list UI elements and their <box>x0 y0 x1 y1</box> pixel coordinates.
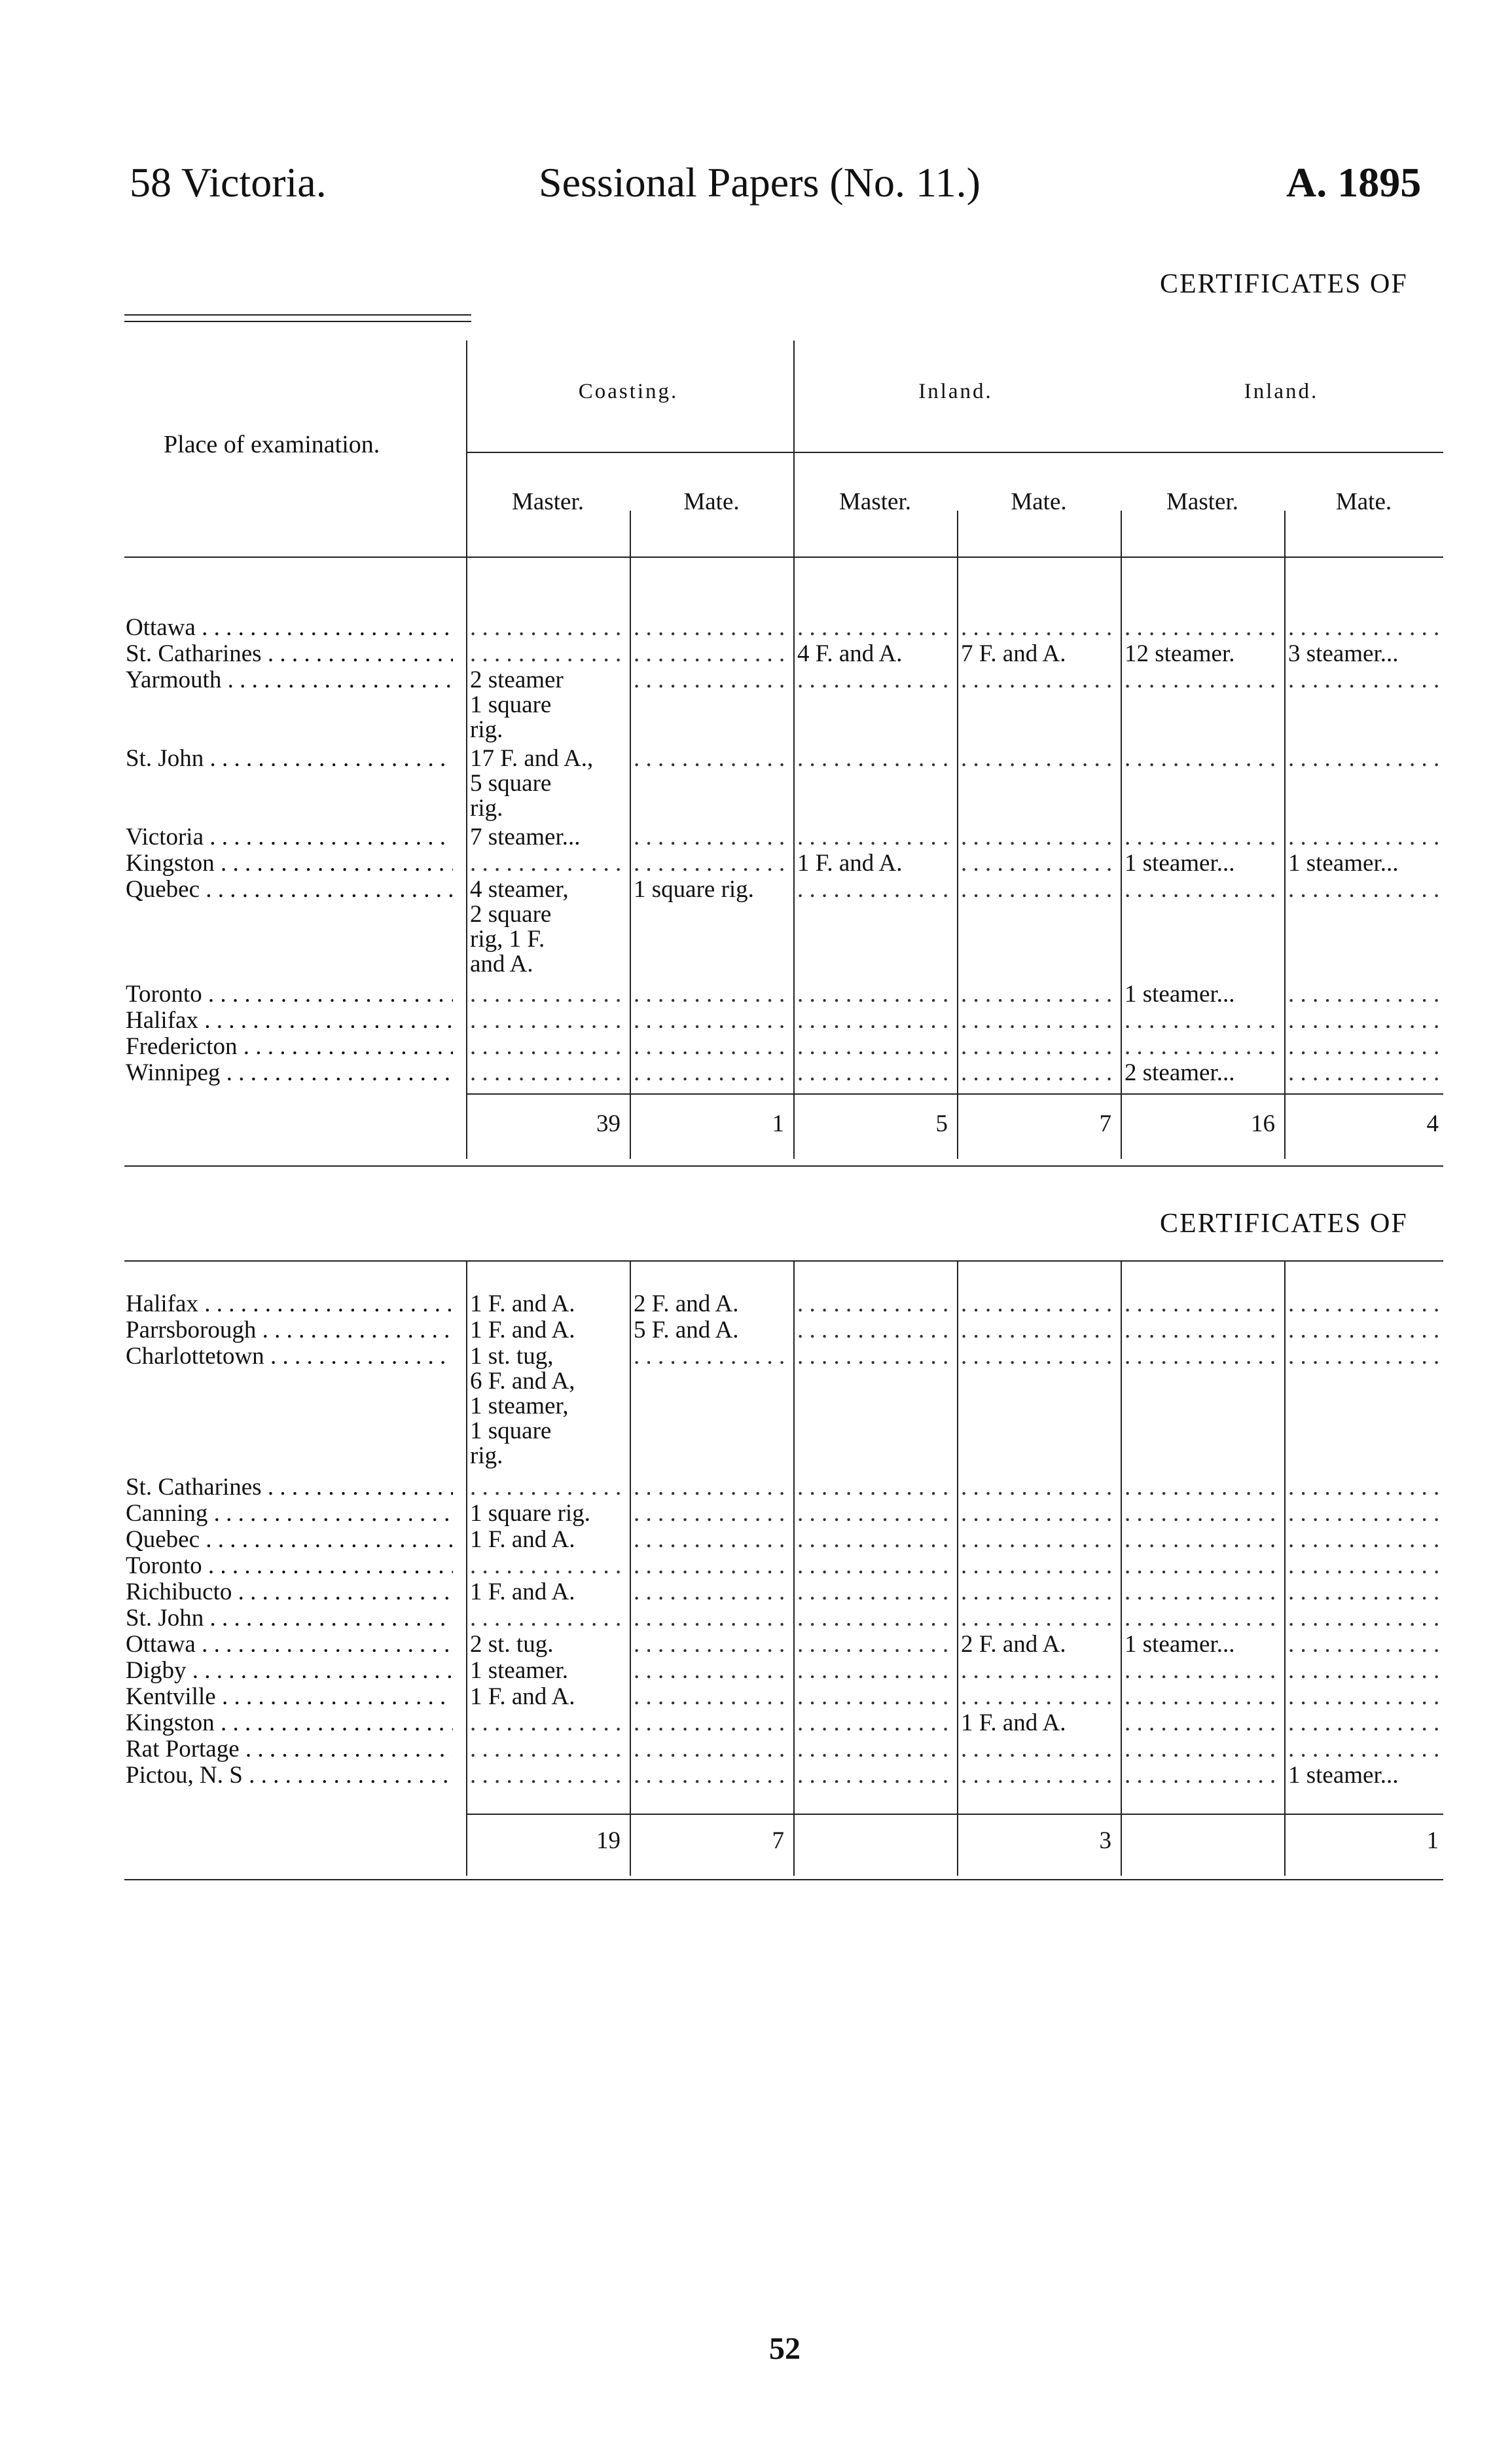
place-name <box>126 982 453 1007</box>
empty-cell-leader <box>1125 1580 1279 1605</box>
empty-cell-leader <box>634 615 788 640</box>
empty-cell-leader <box>961 1580 1115 1605</box>
empty-cell-leader <box>634 1737 788 1762</box>
empty-cell-leader <box>1288 1711 1443 1736</box>
empty-cell-leader <box>961 825 1115 850</box>
place-name <box>126 1658 453 1683</box>
subhead-master-3: Master. <box>1166 488 1238 515</box>
cell-c1: 1 steamer. <box>470 1657 569 1684</box>
empty-cell-leader <box>961 851 1115 876</box>
column-rule <box>1121 511 1122 1159</box>
place-name <box>126 668 453 693</box>
empty-cell-leader <box>1288 1061 1443 1086</box>
place-name <box>126 1580 453 1605</box>
empty-cell-leader <box>961 1061 1115 1086</box>
cell-c6: 1 steamer... <box>1288 1762 1399 1789</box>
empty-cell-leader <box>634 1034 788 1059</box>
empty-cell-leader <box>797 1763 952 1788</box>
empty-cell-leader <box>961 668 1115 693</box>
empty-cell-leader <box>470 1034 624 1059</box>
place-label: Parrsborough <box>126 1318 257 1343</box>
place-name <box>126 825 453 850</box>
cell-c5: 1 steamer... <box>1125 981 1235 1008</box>
empty-cell-leader <box>470 1061 624 1086</box>
cell-c3: 4 F. and A. <box>797 640 903 667</box>
place-label: Toronto <box>126 1554 202 1579</box>
empty-cell-leader <box>797 1580 952 1605</box>
empty-cell-leader <box>1288 1008 1443 1033</box>
empty-cell-leader <box>797 1501 952 1526</box>
place-name <box>126 1763 453 1788</box>
empty-cell-leader <box>470 1737 624 1762</box>
column-rule <box>630 511 631 1159</box>
empty-cell-leader <box>797 1061 952 1086</box>
place-name <box>126 1737 453 1762</box>
column-rule <box>466 1260 467 1876</box>
empty-cell-leader <box>1125 1344 1279 1369</box>
empty-cell-leader <box>797 825 952 850</box>
empty-cell-leader <box>1288 1632 1443 1657</box>
empty-cell-leader <box>797 1344 952 1369</box>
place-name <box>126 1501 453 1526</box>
place-label: Richibucto <box>126 1580 232 1605</box>
empty-cell-leader <box>797 1475 952 1500</box>
empty-cell-leader <box>1288 615 1443 640</box>
place-label: Quebec <box>126 877 200 902</box>
place-label: St. John <box>126 1606 204 1631</box>
empty-cell-leader <box>470 982 624 1007</box>
place-label: Halifax <box>126 1008 198 1033</box>
empty-cell-leader <box>634 1606 788 1631</box>
place-label: Winnipeg <box>126 1061 221 1086</box>
empty-cell-leader <box>1125 1554 1279 1579</box>
empty-cell-leader <box>961 1318 1115 1343</box>
cell-c5: 1 steamer... <box>1125 850 1235 877</box>
empty-cell-leader <box>797 1685 952 1709</box>
cell-c4: 2 F. and A. <box>961 1631 1066 1658</box>
column-rule <box>793 1260 795 1876</box>
empty-cell-leader <box>470 1711 624 1736</box>
empty-cell-leader <box>1288 746 1443 771</box>
empty-cell-leader <box>634 642 788 666</box>
place-label: Rat Portage <box>126 1737 240 1762</box>
cell-c1: 1 F. and A. <box>470 1317 575 1343</box>
empty-cell-leader <box>1125 615 1279 640</box>
place-name <box>126 1711 453 1736</box>
empty-cell-leader <box>1125 1034 1279 1059</box>
empty-cell-leader <box>634 746 788 771</box>
empty-cell-leader <box>1125 1527 1279 1552</box>
column-rule <box>466 340 467 1159</box>
empty-cell-leader <box>1288 1606 1443 1631</box>
empty-cell-leader <box>797 668 952 693</box>
empty-cell-leader <box>634 1580 788 1605</box>
empty-cell-leader <box>797 877 952 902</box>
header-right: A. 1895 <box>1286 159 1422 206</box>
place-name <box>126 1606 453 1631</box>
place-label: Ottawa <box>126 1632 196 1657</box>
empty-cell-leader <box>961 1034 1115 1059</box>
empty-cell-leader <box>1125 668 1279 693</box>
column-total: 3 <box>1099 1827 1111 1854</box>
cell-c6: 1 steamer... <box>1288 850 1399 877</box>
subhead-mate-3: Mate. <box>1335 488 1392 515</box>
empty-cell-leader <box>1288 1475 1443 1500</box>
certificates-table-2 <box>124 1260 1443 1902</box>
empty-cell-leader <box>1288 877 1443 902</box>
empty-cell-leader <box>961 1554 1115 1579</box>
place-label: Halifax <box>126 1292 198 1317</box>
empty-cell-leader <box>634 1685 788 1709</box>
empty-cell-leader <box>797 982 952 1007</box>
cell-c1: 4 steamer, 2 square rig, 1 F. and A. <box>470 876 569 977</box>
place-name <box>126 1632 453 1657</box>
empty-cell-leader <box>961 615 1115 640</box>
column-rule <box>630 1260 631 1876</box>
empty-cell-leader <box>961 1344 1115 1369</box>
place-label: Ottawa <box>126 615 196 640</box>
place-label: Digby <box>126 1658 187 1683</box>
place-label: St. Catharines <box>126 642 262 666</box>
subhead-mate-1: Mate. <box>683 488 740 515</box>
empty-cell-leader <box>634 1763 788 1788</box>
place-label: St. Catharines <box>126 1475 262 1500</box>
empty-cell-leader <box>961 1763 1115 1788</box>
empty-cell-leader <box>961 1658 1115 1683</box>
empty-cell-leader <box>797 1527 952 1552</box>
column-rule <box>1121 1260 1122 1876</box>
empty-cell-leader <box>797 1658 952 1683</box>
empty-cell-leader <box>961 1527 1115 1552</box>
cell-c1: 2 steamer 1 square rig. <box>470 666 564 743</box>
empty-cell-leader <box>634 1554 788 1579</box>
column-total: 39 <box>596 1110 621 1137</box>
cell-c1: 7 steamer... <box>470 824 581 850</box>
cell-c2: 1 square rig. <box>634 876 754 903</box>
empty-cell-leader <box>470 1475 624 1500</box>
empty-cell-leader <box>634 1658 788 1683</box>
place-label: Pictou, N. S <box>126 1763 243 1788</box>
place-label: Victoria <box>126 825 204 850</box>
empty-cell-leader <box>1125 1737 1279 1762</box>
subhead-mate-2: Mate. <box>1011 488 1067 515</box>
column-rule <box>957 511 958 1159</box>
empty-cell-leader <box>1125 877 1279 902</box>
place-name <box>126 1318 453 1343</box>
place-label: Kentville <box>126 1685 216 1709</box>
cell-c1: 1 st. tug, 6 F. and A, 1 steamer, 1 square rig. <box>470 1343 575 1469</box>
column-rule <box>1284 1260 1286 1876</box>
subhead-master-2: Master. <box>839 488 911 515</box>
section2-title: CERTIFICATES OF <box>1160 1209 1408 1239</box>
place-name <box>126 1008 453 1033</box>
empty-cell-leader <box>797 1318 952 1343</box>
empty-cell-leader <box>634 982 788 1007</box>
place-label: Toronto <box>126 982 202 1007</box>
column-total: 19 <box>596 1827 621 1854</box>
empty-cell-leader <box>1125 1763 1279 1788</box>
empty-cell-leader <box>961 1606 1115 1631</box>
page-number: 52 <box>769 2331 801 2366</box>
empty-cell-leader <box>961 1685 1115 1709</box>
empty-cell-leader <box>1288 1318 1443 1343</box>
header-center: Sessional Papers (No. 11.) <box>539 159 981 206</box>
empty-cell-leader <box>797 615 952 640</box>
empty-cell-leader <box>797 1711 952 1736</box>
empty-cell-leader <box>470 642 624 666</box>
column-total: 7 <box>1099 1110 1111 1137</box>
empty-cell-leader <box>797 1632 952 1657</box>
empty-cell-leader <box>1288 1292 1443 1317</box>
empty-cell-leader <box>961 1737 1115 1762</box>
empty-cell-leader <box>1125 1292 1279 1317</box>
empty-cell-leader <box>1288 1501 1443 1526</box>
empty-cell-leader <box>470 615 624 640</box>
certificates-table-1 <box>124 314 1443 1172</box>
place-label: Fredericton <box>126 1034 238 1059</box>
place-label: Quebec <box>126 1527 200 1552</box>
empty-cell-leader <box>797 1606 952 1631</box>
place-name <box>126 1554 453 1579</box>
column-rule <box>1284 511 1286 1159</box>
empty-cell-leader <box>1288 1034 1443 1059</box>
cell-c1: 2 st. tug. <box>470 1631 554 1658</box>
group-inland-2: Inland. <box>1244 380 1319 403</box>
place-label: Kingston <box>126 1711 215 1736</box>
empty-cell-leader <box>961 1475 1115 1500</box>
empty-cell-leader <box>1288 982 1443 1007</box>
cell-c5: 12 steamer. <box>1125 640 1235 667</box>
empty-cell-leader <box>470 1606 624 1631</box>
empty-cell-leader <box>1125 1606 1279 1631</box>
empty-cell-leader <box>961 1292 1115 1317</box>
cell-c1: 1 F. and A. <box>470 1579 575 1605</box>
place-name <box>126 1475 453 1500</box>
place-label: Kingston <box>126 851 215 876</box>
cell-c1: 17 F. and A., 5 square rig. <box>470 745 594 822</box>
empty-cell-leader <box>470 851 624 876</box>
empty-cell-leader <box>634 1527 788 1552</box>
cell-c3: 1 F. and A. <box>797 850 903 877</box>
empty-cell-leader <box>1125 1501 1279 1526</box>
place-name <box>126 1061 453 1086</box>
empty-cell-leader <box>1288 1527 1443 1552</box>
place-name <box>126 642 453 666</box>
empty-cell-leader <box>634 668 788 693</box>
column-total: 1 <box>1426 1827 1439 1854</box>
place-name <box>126 1527 453 1552</box>
empty-cell-leader <box>961 1501 1115 1526</box>
cell-c4: 7 F. and A. <box>961 640 1066 667</box>
place-name <box>126 1292 453 1317</box>
cell-c2: 2 F. and A. <box>634 1290 739 1317</box>
place-name <box>126 1685 453 1709</box>
cell-c5: 2 steamer... <box>1125 1059 1235 1086</box>
empty-cell-leader <box>797 1737 952 1762</box>
place-label: St. John <box>126 746 204 771</box>
empty-cell-leader <box>634 1711 788 1736</box>
section1-title: CERTIFICATES OF <box>1160 269 1408 299</box>
empty-cell-leader <box>1288 1344 1443 1369</box>
empty-cell-leader <box>634 825 788 850</box>
place-name <box>126 1344 453 1369</box>
empty-cell-leader <box>634 1632 788 1657</box>
place-name <box>126 1034 453 1059</box>
empty-cell-leader <box>797 1034 952 1059</box>
column-total: 16 <box>1251 1110 1275 1137</box>
empty-cell-leader <box>1125 1685 1279 1709</box>
empty-cell-leader <box>961 982 1115 1007</box>
empty-cell-leader <box>470 1008 624 1033</box>
empty-cell-leader <box>1288 1685 1443 1709</box>
group-coasting: Coasting. <box>578 380 679 403</box>
empty-cell-leader <box>634 851 788 876</box>
empty-cell-leader <box>797 1292 952 1317</box>
cell-c4: 1 F. and A. <box>961 1709 1066 1736</box>
empty-cell-leader <box>797 1554 952 1579</box>
place-label: Canning <box>126 1501 208 1526</box>
empty-cell-leader <box>634 1475 788 1500</box>
empty-cell-leader <box>1125 1008 1279 1033</box>
place-name <box>126 615 453 640</box>
empty-cell-leader <box>1125 1658 1279 1683</box>
empty-cell-leader <box>1288 1554 1443 1579</box>
empty-cell-leader <box>961 1008 1115 1033</box>
subhead-master-1: Master. <box>512 488 584 515</box>
cell-c5: 1 steamer... <box>1125 1631 1235 1658</box>
column-total: 4 <box>1426 1110 1439 1137</box>
place-name <box>126 746 453 771</box>
cell-c1: 1 F. and A. <box>470 1683 575 1710</box>
cell-c1: 1 F. and A. <box>470 1526 575 1553</box>
empty-cell-leader <box>797 746 952 771</box>
empty-cell-leader <box>797 1008 952 1033</box>
place-name <box>126 877 453 902</box>
column-total: 7 <box>772 1827 784 1854</box>
cell-c2: 5 F. and A. <box>634 1317 739 1343</box>
column-total: 5 <box>935 1110 948 1137</box>
column-total: 1 <box>772 1110 784 1137</box>
place-label: Charlottetown <box>126 1344 264 1369</box>
column-rule <box>793 340 795 1159</box>
empty-cell-leader <box>961 877 1115 902</box>
empty-cell-leader <box>1288 668 1443 693</box>
column-rule <box>957 1260 958 1876</box>
empty-cell-leader <box>1125 825 1279 850</box>
empty-cell-leader <box>1288 1737 1443 1762</box>
empty-cell-leader <box>470 1763 624 1788</box>
col-header-place: Place of examination. <box>164 431 380 458</box>
header-left: 58 Victoria. <box>130 159 327 206</box>
place-name <box>126 851 453 876</box>
empty-cell-leader <box>1125 1318 1279 1343</box>
empty-cell-leader <box>634 1501 788 1526</box>
empty-cell-leader <box>1125 1475 1279 1500</box>
empty-cell-leader <box>961 746 1115 771</box>
empty-cell-leader <box>634 1061 788 1086</box>
empty-cell-leader <box>1288 825 1443 850</box>
place-label: Yarmouth <box>126 668 222 693</box>
empty-cell-leader <box>1288 1580 1443 1605</box>
cell-c1: 1 square rig. <box>470 1500 590 1527</box>
cell-c1: 1 F. and A. <box>470 1290 575 1317</box>
cell-c6: 3 steamer... <box>1288 640 1399 667</box>
empty-cell-leader <box>1125 1711 1279 1736</box>
empty-cell-leader <box>470 1554 624 1579</box>
empty-cell-leader <box>634 1008 788 1033</box>
empty-cell-leader <box>634 1344 788 1369</box>
empty-cell-leader <box>1288 1658 1443 1683</box>
empty-cell-leader <box>1125 746 1279 771</box>
group-inland-1: Inland. <box>918 380 993 403</box>
